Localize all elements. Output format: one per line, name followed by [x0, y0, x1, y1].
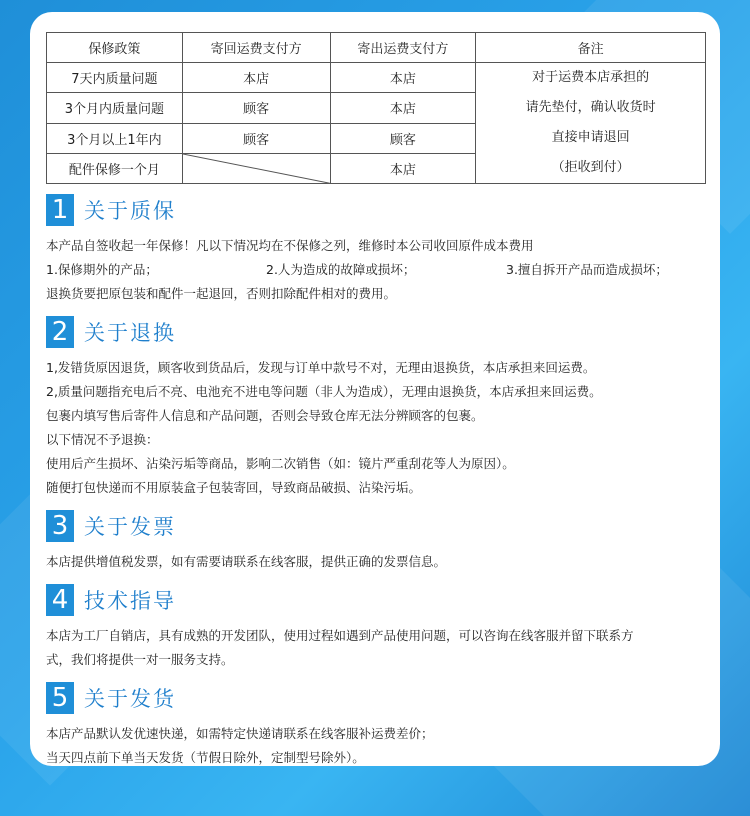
policy-cell: 3个月内质量问题	[47, 93, 183, 123]
section-text: 随便打包快递而不用原装盒子包装寄回，导致商品破损、沾染污垢。	[46, 480, 422, 495]
section-title: 关于发货	[84, 687, 176, 711]
diagonal-line	[183, 154, 330, 183]
policy-cell: 7天内质量问题	[47, 63, 183, 93]
section-number: 3	[46, 510, 74, 542]
section-shipping	[46, 682, 704, 770]
section-title: 关于退换	[84, 321, 176, 345]
section-warranty	[46, 194, 704, 306]
note-line: 请先垫付，确认收货时	[525, 100, 656, 115]
table-row	[47, 63, 706, 93]
send-pay-cell: 本店	[330, 153, 476, 183]
table-header-cell: 备注	[476, 33, 706, 63]
policy-cell: 配件保修一个月	[47, 153, 183, 183]
section-text: 包裹内填写售后寄件人信息和产品问题，否则会导致仓库无法分辨顾客的包裹。	[46, 408, 484, 423]
table-header-row	[47, 33, 706, 63]
column-text: 2.人为造成的故障或损坏；	[266, 262, 416, 277]
note-line: 直接申请退回	[551, 130, 630, 145]
section-number: 2	[46, 316, 74, 348]
policy-cell: 3个月以上1年内	[47, 123, 183, 153]
section-header	[46, 510, 704, 542]
column-text: 3.擅自拆开产品而造成损坏；	[506, 262, 668, 277]
table-header-cell: 寄回运费支付方	[182, 33, 330, 63]
section-header	[46, 584, 704, 616]
return-pay-cell: 本店	[182, 63, 330, 93]
empty-diagonal-cell	[182, 153, 330, 183]
section-text-columns	[46, 258, 704, 282]
section-invoice	[46, 510, 704, 574]
section-title: 技术指导	[84, 589, 176, 613]
section-text: 式，我们将提供一对一服务支持。	[46, 652, 234, 667]
section-number: 1	[46, 194, 74, 226]
section-returns	[46, 316, 704, 500]
section-number: 5	[46, 682, 74, 714]
section-text: 2,质量问题指充电后不亮、电池充不进电等问题（非人为造成），无理由退换货，本店承担来回运费。	[46, 384, 602, 399]
section-text: 本产品自签收起一年保修！凡以下情况均在不保修之列，维修时本公司收回原件成本费用	[46, 238, 534, 253]
section-text: 本店为工厂自销店，具有成熟的开发团队，使用过程如遇到产品使用问题，可以咨询在线客服并留下联系方	[46, 628, 634, 643]
section-text: 本店提供增值税发票，如有需要请联系在线客服，提供正确的发票信息。	[46, 554, 447, 569]
return-pay-cell: 顾客	[182, 93, 330, 123]
send-pay-cell: 顾客	[330, 123, 476, 153]
section-title: 关于质保	[84, 199, 176, 223]
content-card	[30, 12, 720, 766]
section-text: 退换货要把原包装和配件一起退回，否则扣除配件相对的费用。	[46, 286, 397, 301]
section-text: 本店产品默认发优速快递，如需特定快递请联系在线客服补运费差价；	[46, 726, 434, 741]
table-header-cell: 保修政策	[47, 33, 183, 63]
section-text: 当天四点前下单当天发货（节假日除外，定制型号除外）。	[46, 750, 365, 765]
section-text: 以下情况不予退换：	[46, 432, 159, 447]
note-line: 对于运费本店承担的	[532, 70, 650, 85]
send-pay-cell: 本店	[330, 63, 476, 93]
section-title: 关于发票	[84, 515, 176, 539]
section-tech-support	[46, 584, 704, 672]
send-pay-cell: 本店	[330, 93, 476, 123]
table-header-cell: 寄出运费支付方	[330, 33, 476, 63]
section-header	[46, 316, 704, 348]
column-text: 1.保修期外的产品；	[46, 262, 158, 277]
section-text: 使用后产生损坏、沾染污垢等商品，影响二次销售（如：镜片严重刮花等人为原因）。	[46, 456, 515, 471]
section-text: 1,发错货原因退货，顾客收到货品后，发现与订单中款号不对，无理由退换货，本店承担来回运费。	[46, 360, 596, 375]
note-cell	[476, 63, 706, 184]
note-line: （拒收到付）	[551, 160, 630, 175]
section-header	[46, 194, 704, 226]
section-number: 4	[46, 584, 74, 616]
section-header	[46, 682, 704, 714]
return-pay-cell: 顾客	[182, 123, 330, 153]
warranty-policy-table	[46, 32, 706, 184]
